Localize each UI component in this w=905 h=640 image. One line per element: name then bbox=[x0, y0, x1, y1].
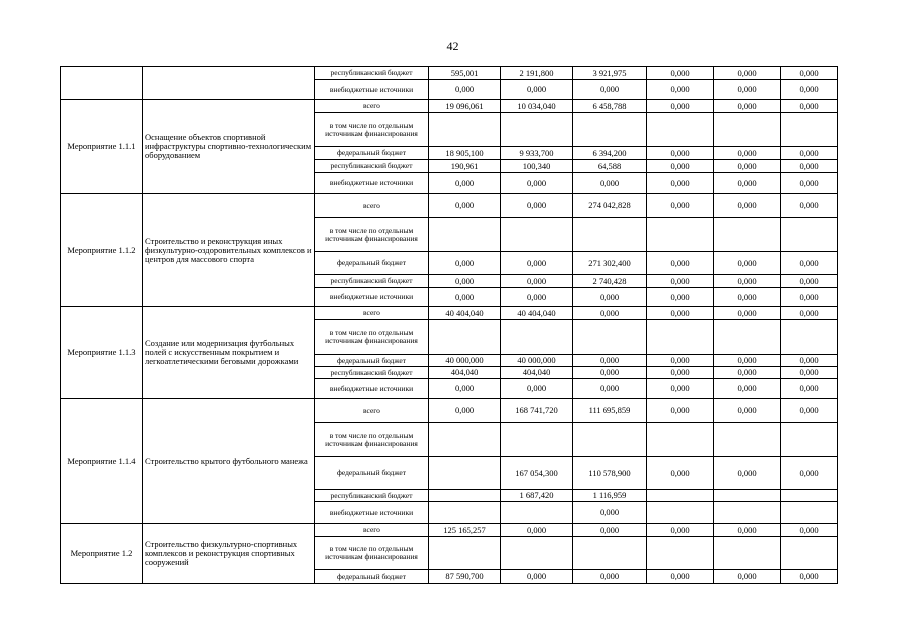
amount-cell: 0,000 bbox=[501, 252, 573, 275]
page-number: 42 bbox=[446, 39, 459, 53]
amount-cell: 19 096,061 bbox=[429, 100, 501, 113]
amount-cell bbox=[714, 320, 781, 355]
event-id-cell: Мероприятие 1.2 bbox=[61, 524, 143, 584]
amount-cell: 40 000,000 bbox=[429, 355, 501, 367]
amount-cell: 0,000 bbox=[714, 80, 781, 100]
amount-cell: 0,000 bbox=[501, 173, 573, 194]
amount-cell bbox=[573, 320, 647, 355]
amount-cell bbox=[781, 502, 838, 524]
amount-cell: 0,000 bbox=[573, 502, 647, 524]
amount-cell: 0,000 bbox=[781, 367, 838, 379]
table-row bbox=[61, 307, 838, 320]
amount-cell bbox=[429, 113, 501, 147]
amount-cell bbox=[647, 490, 714, 502]
amount-cell: 0,000 bbox=[781, 67, 838, 80]
event-name-cell: Строительство физкультурно-спортивных комплексов и реконструкция спортивных сооружений bbox=[143, 524, 315, 584]
amount-cell: 0,000 bbox=[429, 379, 501, 399]
funding-source-cell: внебюджетные источники bbox=[315, 379, 429, 399]
amount-cell: 0,000 bbox=[781, 147, 838, 160]
amount-cell bbox=[714, 113, 781, 147]
amount-cell: 0,000 bbox=[647, 252, 714, 275]
amount-cell bbox=[429, 423, 501, 457]
amount-cell: 0,000 bbox=[647, 67, 714, 80]
amount-cell: 1 116,959 bbox=[573, 490, 647, 502]
amount-cell: 87 590,700 bbox=[429, 570, 501, 584]
amount-cell: 0,000 bbox=[647, 147, 714, 160]
amount-cell: 0,000 bbox=[781, 524, 838, 537]
amount-cell: 0,000 bbox=[573, 570, 647, 584]
amount-cell: 0,000 bbox=[647, 355, 714, 367]
amount-cell bbox=[647, 218, 714, 252]
event-id-cell: Мероприятие 1.1.2 bbox=[61, 194, 143, 307]
event-id-cell: Мероприятие 1.1.4 bbox=[61, 399, 143, 524]
amount-cell bbox=[781, 537, 838, 570]
funding-source-cell: федеральный бюджет bbox=[315, 252, 429, 275]
amount-cell bbox=[781, 423, 838, 457]
funding-source-cell: в том числе по отдельным источникам финансирования bbox=[315, 423, 429, 457]
amount-cell: 0,000 bbox=[714, 457, 781, 490]
amount-cell: 0,000 bbox=[781, 173, 838, 194]
amount-cell: 0,000 bbox=[647, 173, 714, 194]
amount-cell: 2 740,428 bbox=[573, 275, 647, 288]
funding-source-cell: всего bbox=[315, 399, 429, 423]
amount-cell bbox=[501, 537, 573, 570]
amount-cell: 0,000 bbox=[714, 160, 781, 173]
amount-cell bbox=[781, 320, 838, 355]
amount-cell: 0,000 bbox=[647, 275, 714, 288]
funding-source-cell: республиканский бюджет bbox=[315, 490, 429, 502]
funding-source-cell: республиканский бюджет bbox=[315, 160, 429, 173]
amount-cell: 125 165,257 bbox=[429, 524, 501, 537]
amount-cell bbox=[781, 490, 838, 502]
amount-cell: 0,000 bbox=[714, 100, 781, 113]
amount-cell bbox=[501, 320, 573, 355]
amount-cell: 0,000 bbox=[573, 80, 647, 100]
funding-source-cell: в том числе по отдельным источникам финансирования bbox=[315, 113, 429, 147]
funding-source-cell: всего bbox=[315, 194, 429, 218]
event-name-cell: Создание или модернизация футбольных полей с искусственным покрытием и легкоатлетическими беговыми дорожками bbox=[143, 307, 315, 399]
amount-cell: 0,000 bbox=[781, 399, 838, 423]
amount-cell: 6 458,788 bbox=[573, 100, 647, 113]
amount-cell: 271 302,400 bbox=[573, 252, 647, 275]
amount-cell: 0,000 bbox=[501, 194, 573, 218]
amount-cell: 0,000 bbox=[714, 367, 781, 379]
amount-cell: 0,000 bbox=[714, 399, 781, 423]
amount-cell: 0,000 bbox=[781, 570, 838, 584]
funding-source-cell: республиканский бюджет bbox=[315, 67, 429, 80]
table-row bbox=[61, 524, 838, 537]
amount-cell bbox=[429, 218, 501, 252]
amount-cell bbox=[647, 113, 714, 147]
amount-cell: 0,000 bbox=[714, 288, 781, 307]
event-name-cell: Оснащение объектов спортивной инфраструктуры спортивно-технологическим оборудованием bbox=[143, 100, 315, 194]
amount-cell: 0,000 bbox=[647, 80, 714, 100]
funding-source-cell: внебюджетные источники bbox=[315, 288, 429, 307]
amount-cell bbox=[501, 113, 573, 147]
funding-source-cell: республиканский бюджет bbox=[315, 275, 429, 288]
amount-cell: 0,000 bbox=[714, 275, 781, 288]
amount-cell: 0,000 bbox=[647, 379, 714, 399]
amount-cell: 0,000 bbox=[714, 252, 781, 275]
amount-cell bbox=[501, 423, 573, 457]
amount-cell bbox=[573, 113, 647, 147]
funding-source-cell: внебюджетные источники bbox=[315, 173, 429, 194]
funding-source-cell: федеральный бюджет bbox=[315, 570, 429, 584]
amount-cell bbox=[501, 502, 573, 524]
amount-cell bbox=[714, 490, 781, 502]
amount-cell: 0,000 bbox=[429, 252, 501, 275]
amount-cell: 0,000 bbox=[714, 173, 781, 194]
amount-cell: 0,000 bbox=[714, 524, 781, 537]
amount-cell bbox=[714, 502, 781, 524]
table-row bbox=[61, 194, 838, 218]
funding-source-cell: всего bbox=[315, 307, 429, 320]
amount-cell bbox=[781, 218, 838, 252]
amount-cell bbox=[714, 218, 781, 252]
amount-cell: 0,000 bbox=[647, 160, 714, 173]
amount-cell: 0,000 bbox=[647, 100, 714, 113]
amount-cell bbox=[573, 423, 647, 457]
amount-cell: 0,000 bbox=[714, 355, 781, 367]
funding-source-cell: всего bbox=[315, 524, 429, 537]
amount-cell bbox=[429, 537, 501, 570]
amount-cell: 0,000 bbox=[647, 307, 714, 320]
amount-cell: 0,000 bbox=[573, 524, 647, 537]
amount-cell: 0,000 bbox=[501, 80, 573, 100]
amount-cell bbox=[429, 320, 501, 355]
amount-cell: 404,040 bbox=[429, 367, 501, 379]
amount-cell: 0,000 bbox=[501, 288, 573, 307]
funding-source-cell: федеральный бюджет bbox=[315, 457, 429, 490]
amount-cell: 0,000 bbox=[714, 379, 781, 399]
event-id-cell bbox=[61, 67, 143, 100]
amount-cell: 1 687,420 bbox=[501, 490, 573, 502]
event-name-cell bbox=[143, 67, 315, 100]
amount-cell: 595,001 bbox=[429, 67, 501, 80]
amount-cell: 0,000 bbox=[781, 288, 838, 307]
funding-source-cell: в том числе по отдельным источникам финансирования bbox=[315, 218, 429, 252]
amount-cell bbox=[647, 320, 714, 355]
amount-cell: 10 034,040 bbox=[501, 100, 573, 113]
funding-source-cell: в том числе по отдельным источникам финансирования bbox=[315, 320, 429, 355]
amount-cell: 0,000 bbox=[781, 100, 838, 113]
amount-cell: 0,000 bbox=[429, 173, 501, 194]
amount-cell: 0,000 bbox=[781, 457, 838, 490]
amount-cell: 0,000 bbox=[714, 67, 781, 80]
table-row bbox=[61, 399, 838, 423]
amount-cell: 0,000 bbox=[647, 570, 714, 584]
amount-cell: 0,000 bbox=[647, 194, 714, 218]
amount-cell: 0,000 bbox=[501, 275, 573, 288]
table-row bbox=[61, 100, 838, 113]
funding-source-cell: всего bbox=[315, 100, 429, 113]
amount-cell: 0,000 bbox=[781, 194, 838, 218]
amount-cell bbox=[714, 423, 781, 457]
amount-cell: 190,961 bbox=[429, 160, 501, 173]
amount-cell: 0,000 bbox=[781, 275, 838, 288]
amount-cell: 404,040 bbox=[501, 367, 573, 379]
table-body bbox=[61, 67, 838, 584]
amount-cell: 274 042,828 bbox=[573, 194, 647, 218]
amount-cell: 2 191,800 bbox=[501, 67, 573, 80]
funding-source-cell: федеральный бюджет bbox=[315, 355, 429, 367]
amount-cell: 40 000,000 bbox=[501, 355, 573, 367]
amount-cell: 64,588 bbox=[573, 160, 647, 173]
amount-cell: 167 054,300 bbox=[501, 457, 573, 490]
table-row bbox=[61, 67, 838, 80]
amount-cell: 0,000 bbox=[573, 367, 647, 379]
amount-cell: 100,340 bbox=[501, 160, 573, 173]
amount-cell: 0,000 bbox=[714, 194, 781, 218]
amount-cell: 168 741,720 bbox=[501, 399, 573, 423]
amount-cell bbox=[781, 113, 838, 147]
amount-cell bbox=[647, 423, 714, 457]
amount-cell bbox=[429, 502, 501, 524]
amount-cell: 0,000 bbox=[501, 570, 573, 584]
amount-cell: 3 921,975 bbox=[573, 67, 647, 80]
amount-cell: 0,000 bbox=[781, 307, 838, 320]
amount-cell bbox=[429, 490, 501, 502]
amount-cell: 40 404,040 bbox=[501, 307, 573, 320]
amount-cell: 0,000 bbox=[647, 457, 714, 490]
amount-cell bbox=[647, 502, 714, 524]
amount-cell: 0,000 bbox=[573, 379, 647, 399]
amount-cell bbox=[501, 218, 573, 252]
amount-cell: 0,000 bbox=[429, 194, 501, 218]
amount-cell: 0,000 bbox=[429, 275, 501, 288]
amount-cell: 0,000 bbox=[501, 379, 573, 399]
amount-cell: 0,000 bbox=[714, 147, 781, 160]
event-name-cell: Строительство крытого футбольного манежа bbox=[143, 399, 315, 524]
amount-cell: 40 404,040 bbox=[429, 307, 501, 320]
amount-cell: 0,000 bbox=[573, 355, 647, 367]
amount-cell: 0,000 bbox=[647, 524, 714, 537]
amount-cell: 0,000 bbox=[573, 307, 647, 320]
amount-cell: 110 578,900 bbox=[573, 457, 647, 490]
amount-cell: 0,000 bbox=[429, 399, 501, 423]
amount-cell: 0,000 bbox=[573, 173, 647, 194]
amount-cell: 0,000 bbox=[647, 367, 714, 379]
event-name-cell: Строительство и реконструкция иных физкультурно-оздоровительных комплексов и центров для массового спорта bbox=[143, 194, 315, 307]
amount-cell: 0,000 bbox=[429, 288, 501, 307]
event-id-cell: Мероприятие 1.1.1 bbox=[61, 100, 143, 194]
amount-cell: 0,000 bbox=[781, 355, 838, 367]
amount-cell: 111 695,859 bbox=[573, 399, 647, 423]
amount-cell: 0,000 bbox=[781, 379, 838, 399]
amount-cell: 0,000 bbox=[781, 160, 838, 173]
amount-cell: 0,000 bbox=[647, 288, 714, 307]
funding-source-cell: федеральный бюджет bbox=[315, 147, 429, 160]
amount-cell: 0,000 bbox=[501, 524, 573, 537]
amount-cell: 0,000 bbox=[781, 80, 838, 100]
amount-cell bbox=[573, 218, 647, 252]
amount-cell: 9 933,700 bbox=[501, 147, 573, 160]
amount-cell: 0,000 bbox=[714, 570, 781, 584]
amount-cell: 0,000 bbox=[429, 80, 501, 100]
amount-cell bbox=[647, 537, 714, 570]
funding-source-cell: республиканский бюджет bbox=[315, 367, 429, 379]
event-id-cell: Мероприятие 1.1.3 bbox=[61, 307, 143, 399]
amount-cell: 18 905,100 bbox=[429, 147, 501, 160]
amount-cell bbox=[714, 537, 781, 570]
amount-cell: 0,000 bbox=[647, 399, 714, 423]
amount-cell bbox=[573, 537, 647, 570]
amount-cell: 0,000 bbox=[781, 252, 838, 275]
amount-cell: 0,000 bbox=[714, 307, 781, 320]
amount-cell: 0,000 bbox=[573, 288, 647, 307]
funding-source-cell: внебюджетные источники bbox=[315, 502, 429, 524]
funding-source-cell: внебюджетные источники bbox=[315, 80, 429, 100]
amount-cell: 6 394,200 bbox=[573, 147, 647, 160]
amount-cell bbox=[429, 457, 501, 490]
funding-source-cell: в том числе по отдельным источникам финансирования bbox=[315, 537, 429, 570]
budget-table bbox=[60, 66, 838, 584]
